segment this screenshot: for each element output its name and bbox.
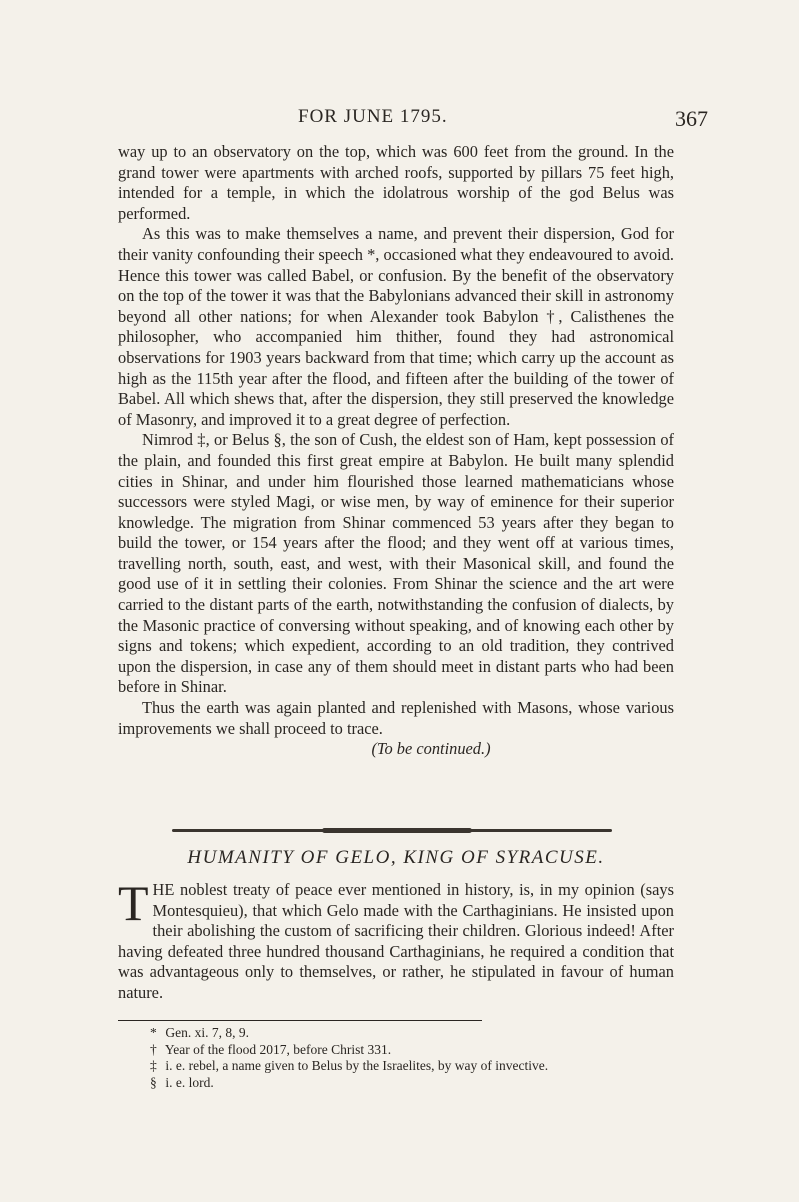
article-body (118, 142, 674, 760)
running-header (108, 106, 708, 136)
footnote-mark: † (150, 1041, 157, 1057)
paragraph: way up to an observatory on the top, which was 600 feet from the ground. In the grand tower were apartments with arched roofs, supported by pillars 75 feet high, intended for a temple, in which the idolatrous worship of the god Belus was performed. (118, 142, 674, 223)
paragraph: Nimrod ‡, or Belus §, the son of Cush, the eldest son of Ham, kept possession of the plain, and founded this first great empire at Babylon. He built many splendid cities in Shinar, and under him flourished those learned mathematicians whose successors were styled Magi, or wise men, by way of eminence for their superior knowledge. The migration from Shinar commenced 53 years after they began to build the tower, or 154 years after the flood; and they went off at various times, travelling north, south, east, and west, with their Masonical skill, and found the good use of it in settling their colonies. From Shinar the science and the art were carried to the distant parts of the earth, notwithstanding the confusion of dialects, by the Masonic practice of conversing without speaking, and of knowing each other by signs and tokens; which expedient, according to an old tradition, they contrived upon the dispersion, in case any of them should meet in distant parts who had been before in Shinar. (118, 430, 674, 697)
footnote-text: Gen. xi. 7, 8, 9. (165, 1025, 249, 1040)
footnote-mark: ‡ (150, 1058, 157, 1073)
running-title: FOR JUNE 1795. (298, 106, 448, 127)
footnote-mark: * (150, 1025, 157, 1040)
footnote (150, 1042, 690, 1059)
footnote (150, 1058, 690, 1075)
section-text: HE noblest treaty of peace ever mentioned in history, is, in my opinion (says Montesquieu), that which Gelo made with the Carthaginians. He insisted upon their abolishing the custom of sacrificing their children. Glorious indeed! After having defeated three hundred thousand Carthaginians, he required a condition that was advantageous only to themselves, or rather, he stipulated in favour of human nature. (118, 880, 674, 1002)
section-body (118, 875, 674, 1004)
page-number: 367 (675, 106, 708, 131)
footnote (150, 1025, 690, 1042)
drop-cap: T (118, 875, 149, 931)
footnote-text: Year of the flood 2017, before Christ 331. (164, 1041, 392, 1057)
footnote-rule (118, 1020, 482, 1021)
section-title: HUMANITY OF GELO, KING OF SYRACUSE. (187, 847, 605, 868)
footnote (150, 1075, 690, 1092)
footnote-mark: § (150, 1074, 157, 1090)
footnote-text: i. e. rebel, a name given to Belus by the Israelites, by way of invective. (165, 1058, 549, 1073)
footnotes (150, 1025, 690, 1091)
footnote-text: i. e. lord. (165, 1074, 214, 1090)
continued-note: (To be continued.) (371, 739, 491, 759)
paragraph: As this was to make themselves a name, and prevent their dispersion, God for their vanity confounding their speech *, occasioned what they endeavoured to avoid. Hence this tower was called Babel, or confusion. By the benefit of the observatory on the top of the tower it was that the Babylonians advanced their skill in astronomy beyond all other nations; for when Alexander took Babylon †, Calisthenes the philosopher, who accompanied him thither, found they had astronomical observations for 1903 years backward from that time; which carry up the account as high as the 115th year after the flood, and fifteen after the building of the tower of Babel. All which shews that, after the dispersion, they still preserved the knowledge of Masonry, and improved it to a great degree of perfection. (118, 224, 674, 429)
section-divider (172, 829, 612, 832)
paragraph: Thus the earth was again planted and replenished with Masons, whose various improvements we shall proceed to trace. (118, 698, 674, 738)
